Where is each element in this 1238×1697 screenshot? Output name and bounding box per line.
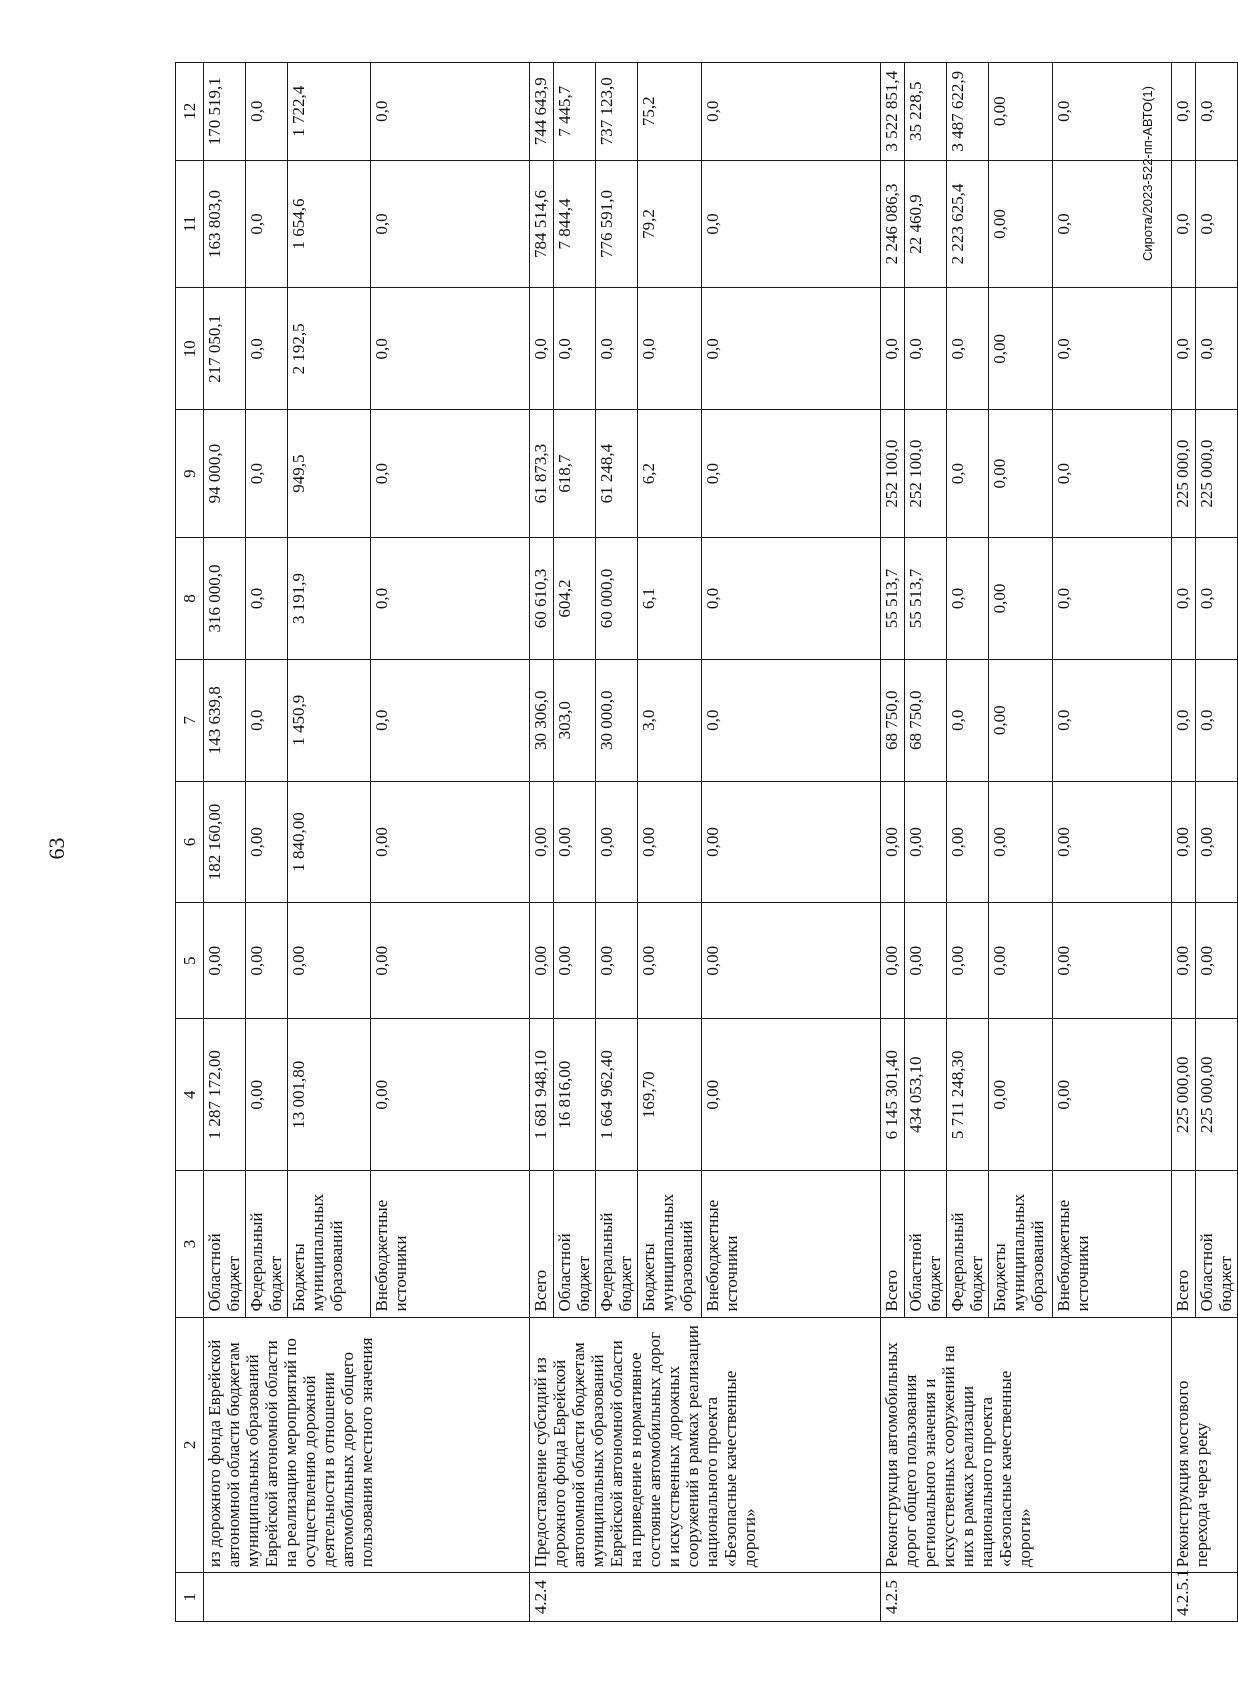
value-cell: 0,0 (371, 410, 530, 538)
funding-source: Областной бюджет (905, 1171, 947, 1317)
value-cell: 737 123,0 (596, 63, 638, 161)
value-cell: 434 053,10 (905, 1019, 947, 1171)
value-cell: 217 050,1 (204, 288, 246, 410)
funding-source: Внебюджетные источники (1053, 1171, 1172, 1317)
value-cell: 0,00 (246, 1019, 288, 1171)
value-cell: 225 000,0 (1196, 410, 1238, 538)
value-cell: 0,00 (989, 538, 1053, 660)
value-cell: 22 460,9 (905, 160, 947, 288)
value-cell: 0,00 (989, 903, 1053, 1019)
value-cell: 0,00 (530, 903, 554, 1019)
value-cell: 0,0 (1172, 538, 1196, 660)
value-cell: 0,0 (1172, 160, 1196, 288)
value-cell: 6,2 (638, 410, 702, 538)
value-cell: 0,0 (246, 160, 288, 288)
value-cell: 0,0 (1196, 659, 1238, 781)
value-cell: 618,7 (554, 410, 596, 538)
value-cell: 0,0 (246, 410, 288, 538)
value-cell: 252 100,0 (905, 410, 947, 538)
value-cell: 2 246 086,3 (881, 160, 905, 288)
value-cell: 0,00 (1196, 781, 1238, 903)
value-cell: 303,0 (554, 659, 596, 781)
value-cell: 0,00 (246, 781, 288, 903)
value-cell: 1 287 172,00 (204, 1019, 246, 1171)
value-cell: 0,00 (638, 903, 702, 1019)
table-row (881, 63, 905, 1622)
value-cell: 0,0 (1196, 538, 1238, 660)
budget-table (175, 62, 1238, 1622)
value-cell: 0,0 (1172, 63, 1196, 161)
value-cell: 169,70 (638, 1019, 702, 1171)
funding-source: Федеральный бюджет (947, 1171, 989, 1317)
header-cell: 3 (176, 1171, 204, 1317)
value-cell: 0,00 (1172, 903, 1196, 1019)
table-body (176, 63, 1238, 1622)
value-cell: 0,00 (371, 781, 530, 903)
value-cell: 2 192,5 (288, 288, 371, 410)
item-code (204, 1573, 530, 1622)
value-cell: 0,00 (638, 781, 702, 903)
value-cell: 0,0 (1053, 63, 1172, 161)
value-cell: 0,00 (596, 781, 638, 903)
value-cell: 3,0 (638, 659, 702, 781)
table-row (530, 63, 554, 1622)
table-row (204, 63, 246, 1622)
item-code: 4.2.5 (881, 1573, 1172, 1622)
value-cell: 0,00 (989, 288, 1053, 410)
value-cell: 1 840,00 (288, 781, 371, 903)
value-cell: 0,0 (1196, 63, 1238, 161)
value-cell: 0,00 (371, 1019, 530, 1171)
value-cell: 94 000,0 (204, 410, 246, 538)
item-description: Реконструкция мостового перехода через реку (1172, 1317, 1238, 1573)
value-cell: 7 844,4 (554, 160, 596, 288)
value-cell: 182 160,00 (204, 781, 246, 903)
item-description: Предоставление субсидий из дорожного фонда Еврейской автономной области бюджетам муниципальных образований Еврейской автономной области на приведение в нормативное состояние автомобильных дорог и искусственных дорожных сооружений в рамках реализации национального проекта «Безопасные качественные дороги» (530, 1317, 881, 1573)
item-code: 4.2.5.1 (1172, 1573, 1238, 1622)
value-cell: 0,0 (947, 659, 989, 781)
value-cell: 1 450,9 (288, 659, 371, 781)
funding-source: Областной бюджет (554, 1171, 596, 1317)
value-cell: 0,00 (947, 903, 989, 1019)
value-cell: 3 487 622,9 (947, 63, 989, 161)
value-cell: 0,0 (1172, 288, 1196, 410)
funding-source: Всего (530, 1171, 554, 1317)
value-cell: 0,0 (947, 410, 989, 538)
value-cell: 0,00 (702, 781, 881, 903)
value-cell: 0,0 (947, 288, 989, 410)
header-row (176, 63, 204, 1622)
value-cell: 776 591,0 (596, 160, 638, 288)
value-cell: 0,0 (371, 63, 530, 161)
value-cell: 0,00 (989, 63, 1053, 161)
footer-doc-id: Сирота/2023-522-пп-АВТО(1) (1140, 86, 1155, 261)
funding-source: Внебюджетные источники (371, 1171, 530, 1317)
value-cell: 0,0 (1196, 288, 1238, 410)
value-cell: 0,0 (1053, 659, 1172, 781)
value-cell: 0,0 (702, 63, 881, 161)
value-cell: 0,00 (530, 781, 554, 903)
value-cell: 60 000,0 (596, 538, 638, 660)
value-cell: 949,5 (288, 410, 371, 538)
value-cell: 7 445,7 (554, 63, 596, 161)
value-cell: 0,00 (702, 903, 881, 1019)
value-cell: 0,00 (881, 903, 905, 1019)
value-cell: 604,2 (554, 538, 596, 660)
value-cell: 0,0 (246, 538, 288, 660)
header-cell: 6 (176, 781, 204, 903)
value-cell: 0,00 (905, 903, 947, 1019)
value-cell: 225 000,00 (1196, 1019, 1238, 1171)
value-cell: 316 000,0 (204, 538, 246, 660)
value-cell: 0,0 (702, 659, 881, 781)
value-cell: 60 610,3 (530, 538, 554, 660)
value-cell: 61 873,3 (530, 410, 554, 538)
funding-source: Федеральный бюджет (246, 1171, 288, 1317)
funding-source: Бюджеты муниципальных образований (989, 1171, 1053, 1317)
value-cell: 0,0 (702, 160, 881, 288)
item-description: из дорожного фонда Еврейской автономной области бюджетам муниципальных образований Еврейской автономной области на реализацию мероприятий по осуществлению дорожной деятельности в отношении автомобильных дорог общего пользования местного значения (204, 1317, 530, 1573)
value-cell: 252 100,0 (881, 410, 905, 538)
value-cell: 0,0 (246, 659, 288, 781)
funding-source: Областной бюджет (204, 1171, 246, 1317)
value-cell: 35 228,5 (905, 63, 947, 161)
value-cell: 0,00 (947, 781, 989, 903)
value-cell: 0,0 (371, 659, 530, 781)
value-cell: 0,0 (1172, 659, 1196, 781)
header-cell: 2 (176, 1317, 204, 1573)
value-cell: 0,0 (702, 410, 881, 538)
value-cell: 1 722,4 (288, 63, 371, 161)
value-cell: 784 514,6 (530, 160, 554, 288)
value-cell: 79,2 (638, 160, 702, 288)
value-cell: 13 001,80 (288, 1019, 371, 1171)
header-cell: 7 (176, 659, 204, 781)
value-cell: 1 664 962,40 (596, 1019, 638, 1171)
funding-source: Областной бюджет (1196, 1171, 1238, 1317)
value-cell: 0,0 (371, 288, 530, 410)
value-cell: 0,00 (1196, 903, 1238, 1019)
value-cell: 0,0 (596, 288, 638, 410)
value-cell: 0,0 (530, 288, 554, 410)
value-cell: 0,00 (246, 903, 288, 1019)
value-cell: 0,0 (371, 538, 530, 660)
funding-source: Всего (1172, 1171, 1196, 1317)
value-cell: 0,0 (881, 288, 905, 410)
funding-source: Внебюджетные источники (702, 1171, 881, 1317)
value-cell: 0,00 (881, 781, 905, 903)
value-cell: 0,0 (1053, 538, 1172, 660)
value-cell: 225 000,0 (1172, 410, 1196, 538)
value-cell: 0,0 (1053, 160, 1172, 288)
value-cell: 0,00 (989, 160, 1053, 288)
funding-source: Бюджеты муниципальных образований (288, 1171, 371, 1317)
value-cell: 1 654,6 (288, 160, 371, 288)
value-cell: 0,00 (989, 410, 1053, 538)
value-cell: 30 000,0 (596, 659, 638, 781)
header-cell: 5 (176, 903, 204, 1019)
header-cell: 8 (176, 538, 204, 660)
item-description: Реконструкция автомобильных дорог общего пользования регионального значения и искусственных сооружений на них в рамках реализации национального проекта «Безопасные качественные дороги» (881, 1317, 1172, 1573)
value-cell: 0,0 (947, 538, 989, 660)
value-cell: 0,0 (905, 288, 947, 410)
header-cell: 9 (176, 410, 204, 538)
value-cell: 0,00 (204, 903, 246, 1019)
value-cell: 0,0 (702, 538, 881, 660)
value-cell: 0,0 (702, 288, 881, 410)
value-cell: 6 145 301,40 (881, 1019, 905, 1171)
value-cell: 0,00 (905, 781, 947, 903)
value-cell: 0,00 (989, 659, 1053, 781)
value-cell: 0,0 (638, 288, 702, 410)
value-cell: 1 681 948,10 (530, 1019, 554, 1171)
header-cell: 1 (176, 1573, 204, 1622)
value-cell: 0,00 (989, 1019, 1053, 1171)
value-cell: 3 522 851,4 (881, 63, 905, 161)
value-cell: 3 191,9 (288, 538, 371, 660)
value-cell: 0,00 (596, 903, 638, 1019)
value-cell: 0,0 (1196, 160, 1238, 288)
value-cell: 0,00 (1053, 903, 1172, 1019)
value-cell: 2 223 625,4 (947, 160, 989, 288)
header-cell: 12 (176, 63, 204, 161)
funding-source: Бюджеты муниципальных образований (638, 1171, 702, 1317)
header-cell: 11 (176, 160, 204, 288)
value-cell: 5 711 248,30 (947, 1019, 989, 1171)
value-cell: 0,00 (1172, 781, 1196, 903)
value-cell: 0,00 (1053, 781, 1172, 903)
value-cell: 16 816,00 (554, 1019, 596, 1171)
value-cell: 6,1 (638, 538, 702, 660)
value-cell: 68 750,0 (905, 659, 947, 781)
value-cell: 0,0 (246, 63, 288, 161)
value-cell: 170 519,1 (204, 63, 246, 161)
value-cell: 163 803,0 (204, 160, 246, 288)
value-cell: 0,00 (288, 903, 371, 1019)
value-cell: 0,0 (246, 288, 288, 410)
value-cell: 0,00 (1053, 1019, 1172, 1171)
value-cell: 30 306,0 (530, 659, 554, 781)
funding-source: Федеральный бюджет (596, 1171, 638, 1317)
funding-source: Всего (881, 1171, 905, 1317)
item-code: 4.2.4 (530, 1573, 881, 1622)
value-cell: 143 639,8 (204, 659, 246, 781)
value-cell: 0,00 (554, 903, 596, 1019)
value-cell: 0,00 (371, 903, 530, 1019)
value-cell: 0,0 (1053, 288, 1172, 410)
value-cell: 0,00 (702, 1019, 881, 1171)
value-cell: 0,0 (371, 160, 530, 288)
page-number: 63 (44, 837, 69, 860)
header-cell: 10 (176, 288, 204, 410)
value-cell: 0,0 (554, 288, 596, 410)
value-cell: 0,00 (989, 781, 1053, 903)
value-cell: 744 643,9 (530, 63, 554, 161)
value-cell: 55 513,7 (905, 538, 947, 660)
value-cell: 225 000,00 (1172, 1019, 1196, 1171)
value-cell: 0,00 (554, 781, 596, 903)
value-cell: 55 513,7 (881, 538, 905, 660)
value-cell: 68 750,0 (881, 659, 905, 781)
value-cell: 61 248,4 (596, 410, 638, 538)
header-cell: 4 (176, 1019, 204, 1171)
value-cell: 75,2 (638, 63, 702, 161)
table-row (1172, 63, 1196, 1622)
value-cell: 0,0 (1053, 410, 1172, 538)
